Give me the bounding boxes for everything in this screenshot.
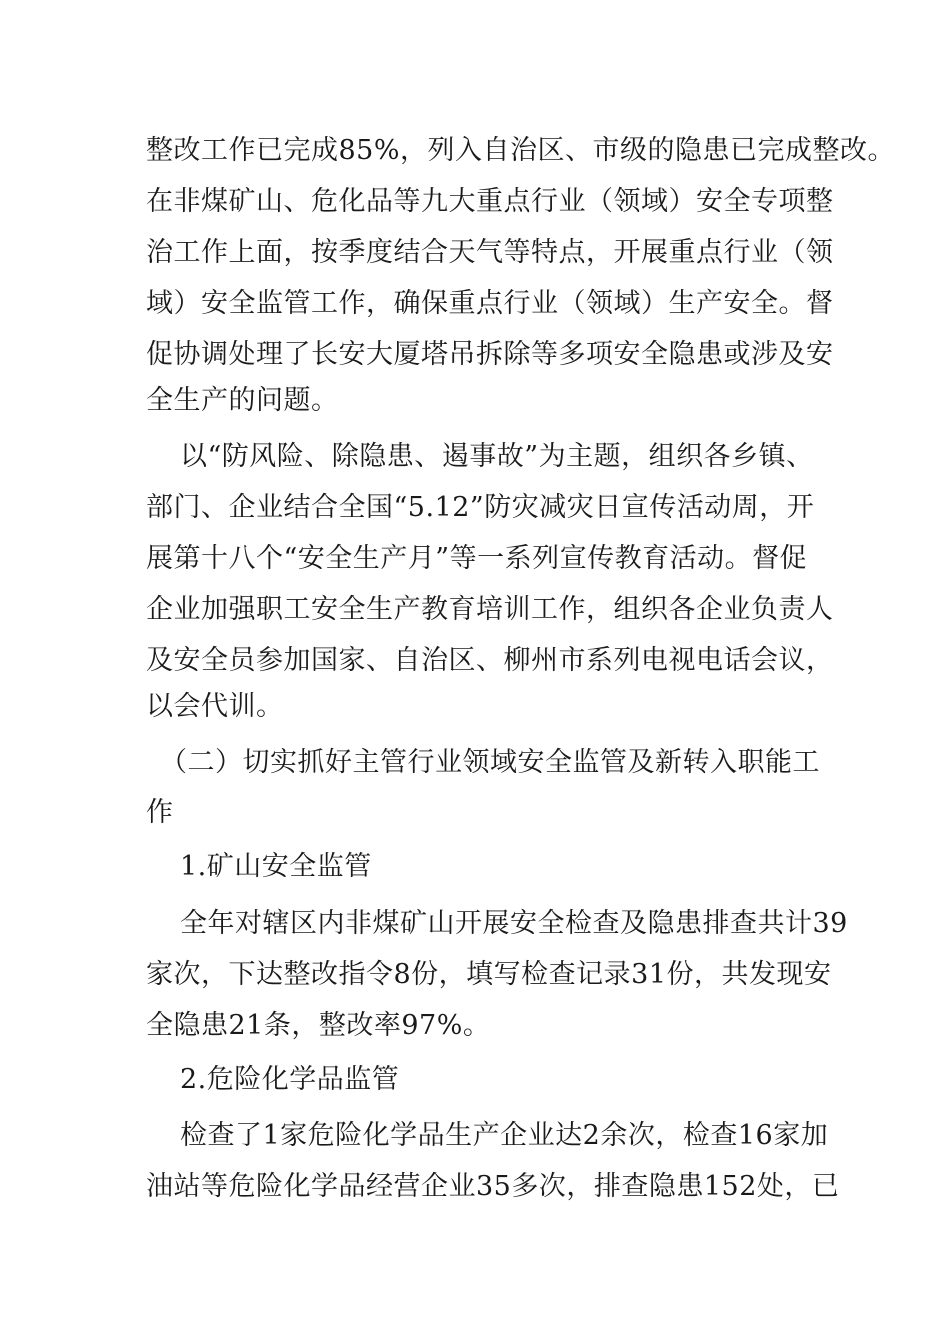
subsection-heading: 2.危险化学品监管 xyxy=(180,1064,400,1095)
paragraph-line: 企业加强职工安全生产教育培训工作，组织各企业负责人 xyxy=(146,594,834,625)
paragraph-line: 油站等危险化学品经营企业35多次，排查隐患152处，已 xyxy=(146,1171,840,1202)
paragraph-line: 在非煤矿山、危化品等九大重点行业（领域）安全专项整 xyxy=(146,186,834,217)
paragraph-line: 全隐患21条，整改率97%。 xyxy=(146,1010,491,1041)
paragraph-line: 部门、企业结合全国“5.12”防灾减灾日宣传活动周，开 xyxy=(146,492,815,523)
section-heading: 作 xyxy=(146,797,174,828)
paragraph-line: 展第十八个“安全生产月”等一系列宣传教育活动。督促 xyxy=(146,543,808,574)
paragraph-line: 整改工作已完成85%，列入自治区、市级的隐患已完成整改。 xyxy=(146,135,896,166)
paragraph-line: 全生产的问题。 xyxy=(146,385,339,416)
paragraph-line: 全年对辖区内非煤矿山开展安全检查及隐患排查共计39 xyxy=(180,908,848,939)
subsection-heading: 1.矿山安全监管 xyxy=(180,851,372,882)
paragraph-line: 以“防风险、除隐患、遏事故”为主题，组织各乡镇、 xyxy=(180,441,814,472)
paragraph-line: 家次，下达整改指令8份，填写检查记录31份，共发现安 xyxy=(146,959,832,990)
paragraph-line: 以会代训。 xyxy=(146,691,284,722)
paragraph-line: 及安全员参加国家、自治区、柳州市系列电视电话会议， xyxy=(146,645,834,676)
paragraph-line: 治工作上面，按季度结合天气等特点，开展重点行业（领 xyxy=(146,237,834,268)
section-heading: （二）切实抓好主管行业领域安全监管及新转入职能工 xyxy=(160,747,820,778)
paragraph-line: 促协调处理了长安大厦塔吊拆除等多项安全隐患或涉及安 xyxy=(146,339,834,370)
paragraph-line: 检查了1家危险化学品生产企业达2余次，检查16家加 xyxy=(180,1120,829,1151)
paragraph-line: 域）安全监管工作，确保重点行业（领域）生产安全。督 xyxy=(146,288,834,319)
